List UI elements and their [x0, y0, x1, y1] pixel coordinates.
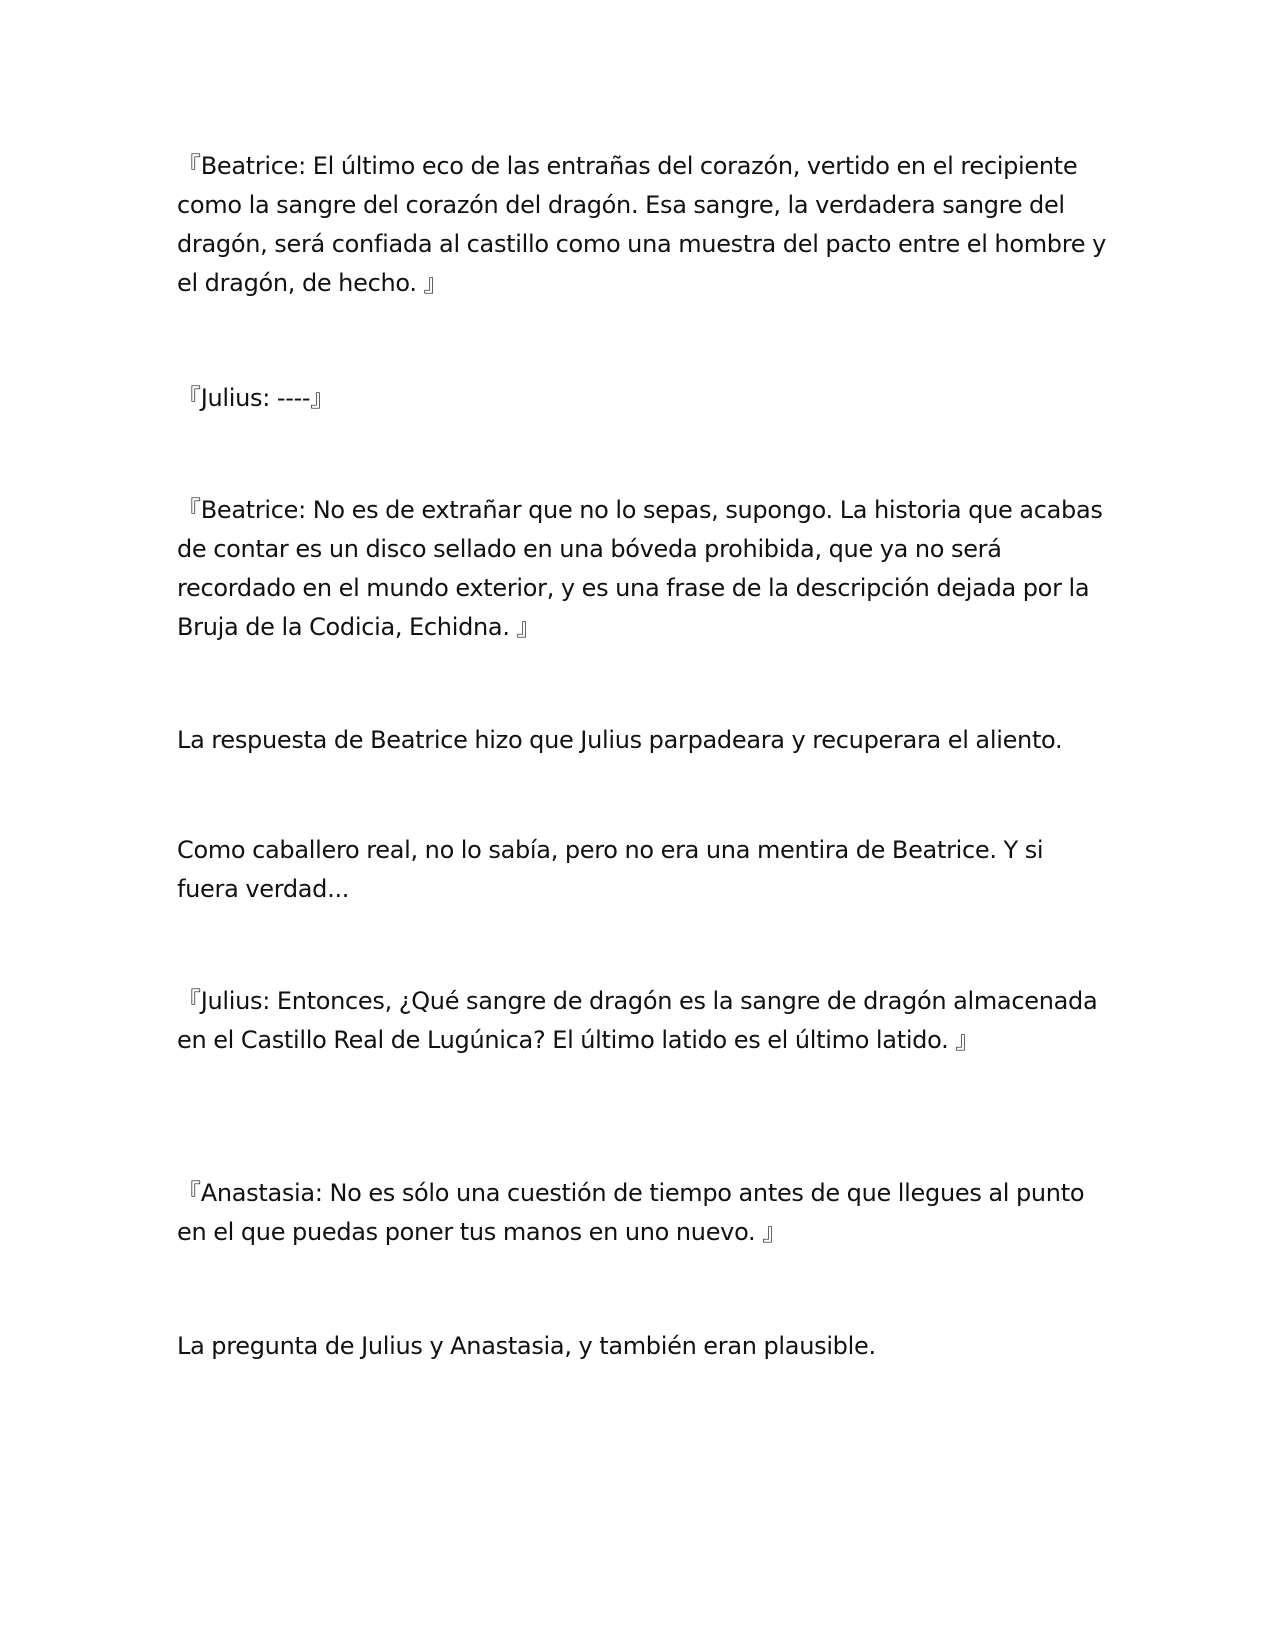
paragraph-beatrice-dialogue-2: 『Beatrice: No es de extrañar que no lo sepas, supongo. La historia que acabas de contar es un disco sellado en una bóveda prohibida, que ya no será recordado en el mundo exterior, y es una frase de la descripción dejada por la Bruja de la Codicia, Echidna. 』	[177, 496, 1103, 641]
paragraph-narration-3: La pregunta de Julius y Anastasia, y también eran plausible.	[177, 1332, 876, 1360]
paragraph-julius-dialogue-2: 『Julius: Entonces, ¿Qué sangre de dragón es la sangre de dragón almacenada en el Castillo Real de Lugúnica? El último latido es el último latido. 』	[177, 987, 1098, 1054]
paragraph-narration-2: Como caballero real, no lo sabía, pero no era una mentira de Beatrice. Y si fuera verdad...	[177, 836, 1044, 903]
paragraph-beatrice-dialogue-1: 『Beatrice: El último eco de las entrañas del corazón, vertido en el recipiente como la sangre del corazón del dragón. Esa sangre, la verdadera sangre del dragón, será confiada al castillo como una muestra del pacto entre el hombre y el dragón, de hecho. 』	[177, 152, 1106, 297]
paragraph-julius-dialogue-1: 『Julius: ----』	[177, 384, 334, 412]
paragraph-anastasia-dialogue: 『Anastasia: No es sólo una cuestión de tiempo antes de que llegues al punto en el que puedas poner tus manos en uno nuevo. 』	[177, 1179, 1085, 1246]
paragraph-narration-1: La respuesta de Beatrice hizo que Julius parpadeara y recuperara el aliento.	[177, 726, 1063, 754]
